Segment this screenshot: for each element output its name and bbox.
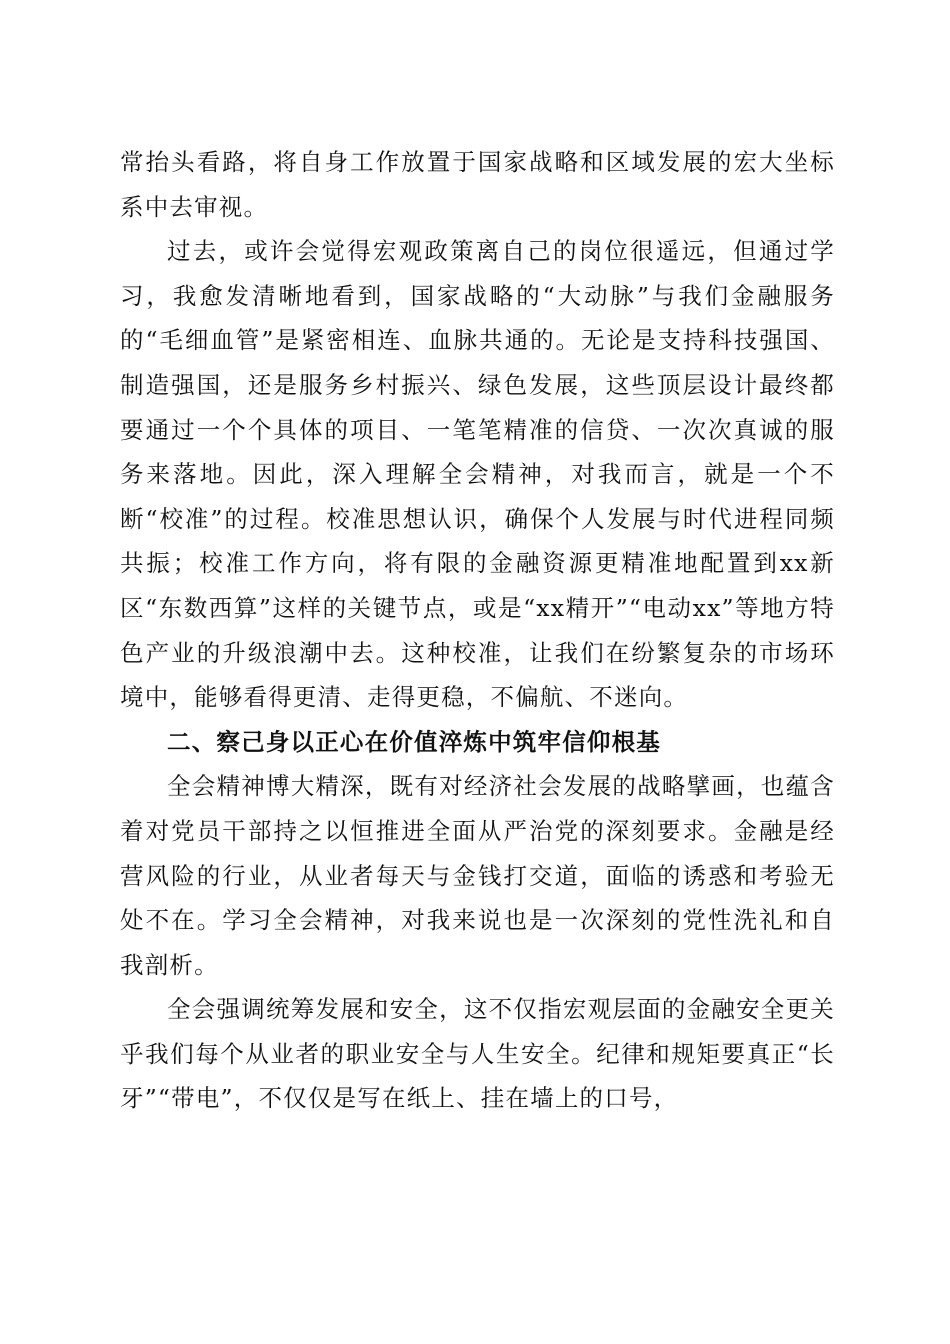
paragraph-macro-policy: 过去，或许会觉得宏观政策离自己的岗位很遥远，但通过学习，我愈发清晰地看到，国家战略的“大动脉”与我们金融服务的“毛细血管”是紧密相连、血脉共通的。无论是支持科技强国、制造强国，还是服务乡村振兴、绿色发展，这些顶层设计最终都要通过一个个具体的项目、一笔笔精准的信贷、一次次真诚的服务来落地。因此，深入理解全会精神，对我而言，就是一个不断“校准”的过程。校准思想认识，确保个人发展与时代进程同频共振；校准工作方向，将有限的金融资源更精准地配置到xx新区“东数西算”这样的关键节点，或是“xx精开”“电动xx”等地方特色产业的升级浪潮中去。这种校准，让我们在纷繁复杂的市场环境中，能够看得更清、走得更稳，不偏航、不迷向。 xyxy=(120,237,835,712)
section-heading-2: 二、察己身以正心在价值淬炼中筑牢信仰根基 xyxy=(167,727,661,756)
paragraph-development-security: 全会强调统筹发展和安全，这不仅指宏观层面的金融安全更关乎我们每个从业者的职业安全与人生安全。纪律和规矩要真正“长牙”“带电”，不仅仅是写在纸上、挂在墙上的口号， xyxy=(120,995,835,1113)
paragraph-plenary-spirit: 全会精神博大精深，既有对经济社会发展的战略擘画，也蕴含着对党员干部持之以恒推进全面从严治党的深刻要求。金融是经营风险的行业，从业者每天与金钱打交道，面临的诱惑和考验无处不在。学习全会精神，对我来说也是一次深刻的党性洗礼和自我剖析。 xyxy=(120,772,835,979)
paragraph-continuation: 常抬头看路，将自身工作放置于国家战略和区域发展的宏大坐标系中去审视。 xyxy=(120,148,835,221)
document-body xyxy=(120,140,835,1121)
